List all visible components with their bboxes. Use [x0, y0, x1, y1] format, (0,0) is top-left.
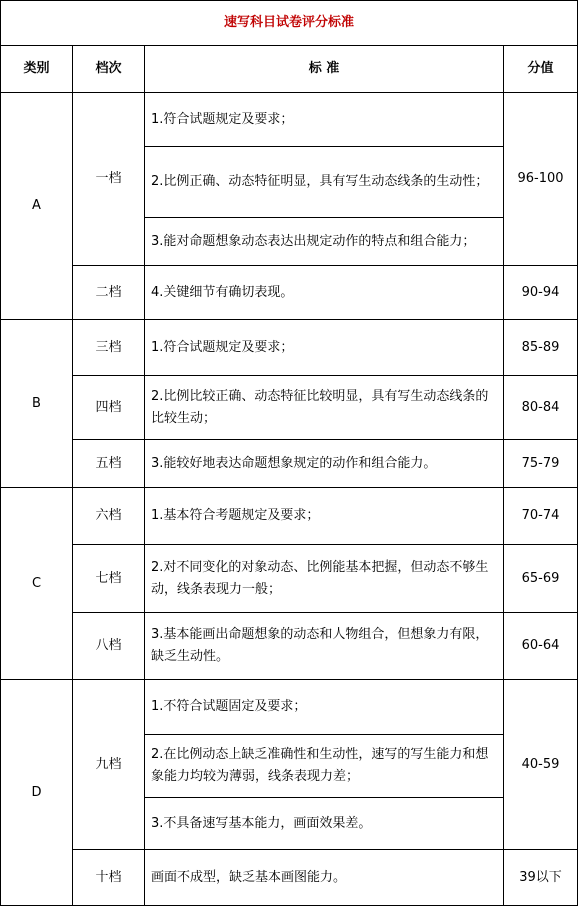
tier-cell: 六档	[73, 488, 145, 545]
tier-cell: 九档	[73, 680, 145, 850]
standard-cell: 2.在比例动态上缺乏准确性和生动性，速写的写生能力和想象能力均较为薄弱，线条表现力差；	[145, 735, 504, 798]
score-cell: 70-74	[504, 488, 578, 545]
standard-cell: 3.能较好地表达命题想象规定的动作和组合能力。	[145, 440, 504, 488]
standard-cell: 2.比例比较正确、动态特征比较明显，具有写生动态线条的比较生动；	[145, 376, 504, 440]
score-cell: 75-79	[504, 440, 578, 488]
tier-cell: 一档	[73, 93, 145, 266]
table-row	[1, 320, 578, 376]
table-row	[1, 680, 578, 735]
table-row	[1, 488, 578, 545]
table-row	[1, 93, 578, 147]
header-tier: 档次	[73, 46, 145, 93]
standard-cell: 3.基本能画出命题想象的动态和人物组合，但想象力有限，缺乏生动性。	[145, 613, 504, 680]
standard-cell: 1.基本符合考题规定及要求；	[145, 488, 504, 545]
tier-cell: 十档	[73, 850, 145, 906]
score-cell: 40-59	[504, 680, 578, 850]
category-cell: B	[1, 320, 73, 488]
standard-cell: 3.不具备速写基本能力，画面效果差。	[145, 798, 504, 850]
score-cell: 85-89	[504, 320, 578, 376]
header-standard: 标 准	[145, 46, 504, 93]
tier-cell: 七档	[73, 545, 145, 613]
score-cell: 60-64	[504, 613, 578, 680]
table-row	[1, 440, 578, 488]
standard-cell: 1.符合试题规定及要求；	[145, 93, 504, 147]
score-cell: 96-100	[504, 93, 578, 266]
score-cell: 39以下	[504, 850, 578, 906]
standard-cell: 3.能对命题想象动态表达出规定动作的特点和组合能力；	[145, 218, 504, 266]
standard-cell: 1.符合试题规定及要求；	[145, 320, 504, 376]
standard-cell: 2.对不同变化的对象动态、比例能基本把握，但动态不够生动，线条表现力一般；	[145, 545, 504, 613]
standard-cell: 4.关键细节有确切表现。	[145, 266, 504, 320]
category-cell: D	[1, 680, 73, 906]
score-cell: 80-84	[504, 376, 578, 440]
tier-cell: 二档	[73, 266, 145, 320]
category-cell: A	[1, 93, 73, 320]
table-row	[1, 850, 578, 906]
table-row	[1, 266, 578, 320]
table-row	[1, 545, 578, 613]
header-row	[1, 46, 578, 93]
category-cell: C	[1, 488, 73, 680]
standard-cell: 画面不成型，缺乏基本画图能力。	[145, 850, 504, 906]
table-row	[1, 376, 578, 440]
tier-cell: 五档	[73, 440, 145, 488]
table-row	[1, 613, 578, 680]
table-title: 速写科目试卷评分标准	[1, 1, 578, 46]
score-cell: 90-94	[504, 266, 578, 320]
standard-cell: 2.比例正确、动态特征明显，具有写生动态线条的生动性；	[145, 147, 504, 218]
tier-cell: 八档	[73, 613, 145, 680]
header-category: 类别	[1, 46, 73, 93]
score-cell: 65-69	[504, 545, 578, 613]
tier-cell: 四档	[73, 376, 145, 440]
header-score: 分值	[504, 46, 578, 93]
standard-cell: 1.不符合试题固定及要求；	[145, 680, 504, 735]
tier-cell: 三档	[73, 320, 145, 376]
title-row	[1, 1, 578, 46]
